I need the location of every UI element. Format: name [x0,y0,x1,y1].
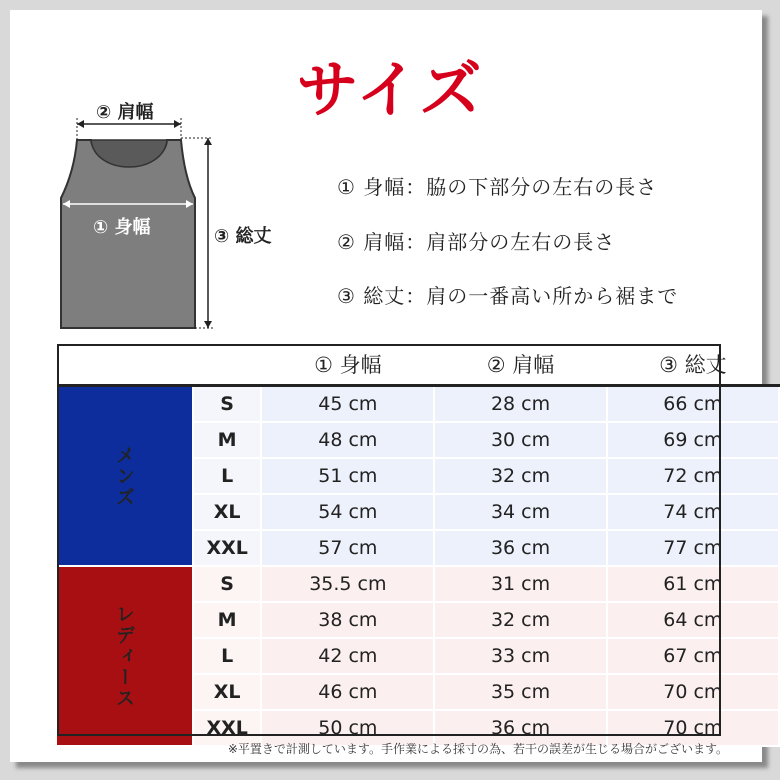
shoulder-cell: 35 cm [434,674,606,710]
diagram-shoulder-label: ② 肩幅 [96,102,154,123]
length-cell: 77 cm [607,530,779,566]
length-cell: 69 cm [607,422,779,458]
ladies-category-label: レディース [57,566,193,746]
size-table [57,344,780,747]
legend-length: ③ 総丈：肩の一番高い所から裾まで [337,284,679,308]
shoulder-cell: 28 cm [434,386,606,423]
size-cell: S [193,566,261,602]
header-length: ③ 総丈 [607,344,779,386]
length-cell: 70 cm [607,674,779,710]
header-shoulder: ② 肩幅 [434,344,606,386]
table-header-row [57,344,779,386]
size-cell: M [193,602,261,638]
diagram-chest-label: ① 身幅 [93,217,151,238]
table-row [57,566,779,602]
size-cell: XL [193,674,261,710]
diagram-length-label: ③ 総丈 [214,226,272,247]
size-cell: XXL [193,710,261,746]
size-cell: M [193,422,261,458]
shoulder-cell: 32 cm [434,458,606,494]
size-cell: L [193,458,261,494]
length-cell: 72 cm [607,458,779,494]
chest-cell: 54 cm [261,494,434,530]
header-empty-cell [57,344,193,386]
chest-cell: 38 cm [261,602,434,638]
chest-cell: 45 cm [261,386,434,423]
chest-cell: 57 cm [261,530,434,566]
chest-cell: 50 cm [261,710,434,746]
measurement-note: ※平置きで計測しています。手作業による採寸の為、若干の誤差が生じる場合がございます。 [227,742,728,756]
length-cell: 67 cm [607,638,779,674]
shoulder-cell: 36 cm [434,710,606,746]
length-cell: 61 cm [607,566,779,602]
shoulder-cell: 31 cm [434,566,606,602]
size-cell: XXL [193,530,261,566]
shoulder-cell: 36 cm [434,530,606,566]
chest-cell: 48 cm [261,422,434,458]
size-cell: XL [193,494,261,530]
shoulder-cell: 30 cm [434,422,606,458]
length-cell: 70 cm [607,710,779,746]
header-empty-cell [193,344,261,386]
legend-shoulder: ② 肩幅：肩部分の左右の長さ [337,230,616,254]
length-cell: 74 cm [607,494,779,530]
shoulder-cell: 33 cm [434,638,606,674]
length-cell: 66 cm [607,386,779,423]
legend-chest: ① 身幅：脇の下部分の左右の長さ [337,175,658,199]
chest-cell: 46 cm [261,674,434,710]
chest-cell: 35.5 cm [261,566,434,602]
header-chest: ① 身幅 [261,344,434,386]
size-cell: L [193,638,261,674]
length-cell: 64 cm [607,602,779,638]
table-row [57,386,779,423]
mens-category-label: メンズ [57,386,193,567]
chest-cell: 42 cm [261,638,434,674]
page-title: サイズ [296,53,484,126]
shoulder-cell: 34 cm [434,494,606,530]
chest-cell: 51 cm [261,458,434,494]
shoulder-cell: 32 cm [434,602,606,638]
size-cell: S [193,386,261,423]
